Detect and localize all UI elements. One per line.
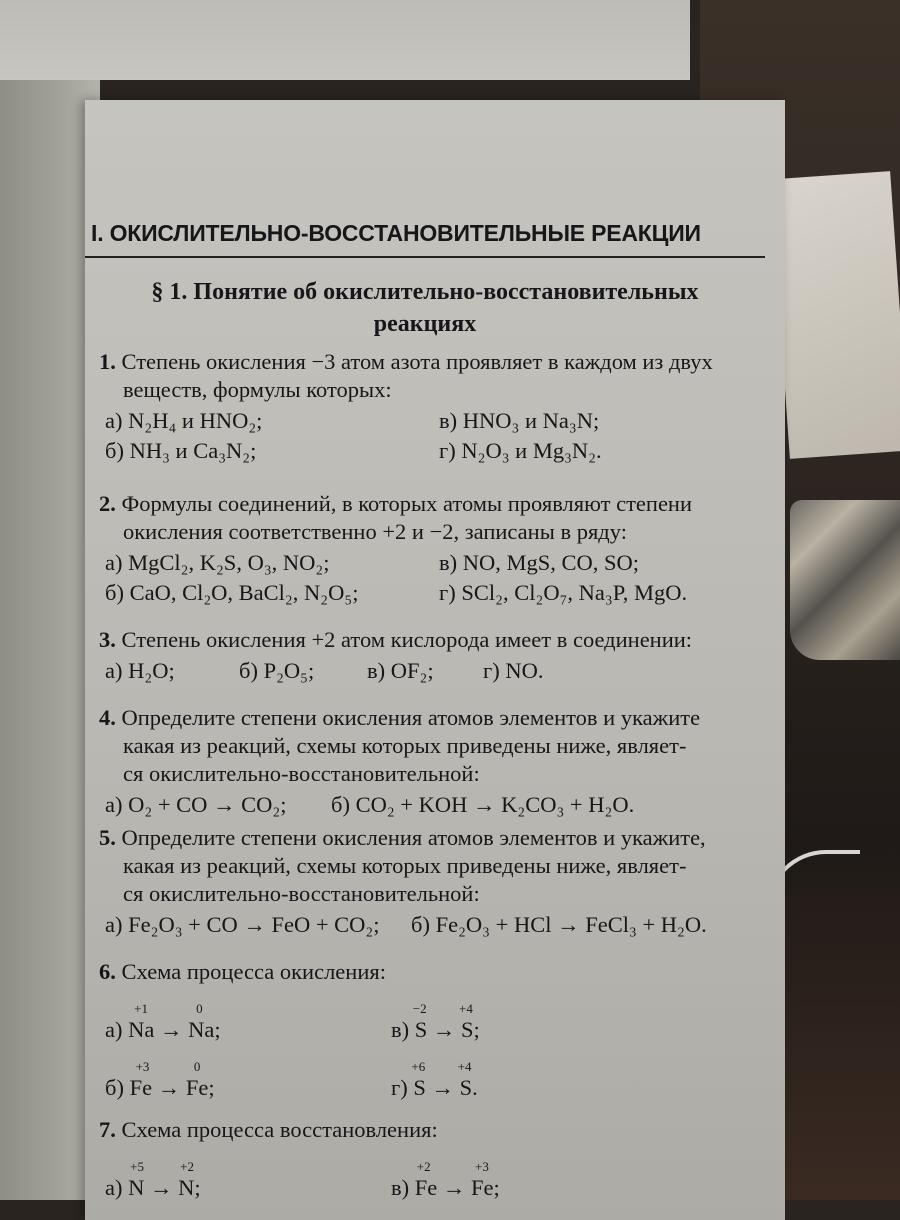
arrow-icon: →: [149, 1175, 173, 1200]
question-text: какая из реакций, схемы которых приведены ниже, являет-: [123, 853, 687, 878]
answer-option-v: в) NO, MgS, CO, SO;: [439, 550, 640, 575]
question-number: 4.: [99, 705, 116, 730]
answer-option-b: б) Fe₂O₃ + HCl → FeCl₃ + H₂O.: [411, 912, 707, 937]
answer-option-g: г) N₂O₃ и Mg₃N₂.: [439, 438, 602, 463]
arrow-icon: →: [442, 1175, 466, 1200]
question-number: 1.: [99, 349, 116, 374]
question-text: Степень окисления +2 атом кислорода имеет в соединении:: [121, 627, 693, 652]
question-text: ся окислительно-восстановительной:: [123, 761, 480, 786]
question-text: какая из реакций, схемы которых приведены ниже, являет-: [123, 733, 687, 758]
question-1: [99, 348, 769, 467]
question-line: [99, 626, 769, 654]
answer-option-v: в) OF₂;: [367, 658, 434, 683]
question-6: [99, 958, 769, 1104]
answer-row: [99, 549, 769, 579]
question-3: [99, 626, 769, 687]
question-number: 7.: [99, 1117, 116, 1142]
question-5: [99, 824, 769, 941]
question-line: [99, 704, 769, 732]
question-2: [99, 490, 769, 609]
answer-row: [99, 911, 769, 941]
answer-row: [99, 437, 769, 467]
question-number: 2.: [99, 491, 116, 516]
section-title-line: § 1. Понятие об окислительно-восстановительных: [151, 279, 699, 305]
question-text: Формулы соединений, в которых атомы проявляют степени: [121, 491, 693, 516]
background-paper-note: [770, 171, 900, 459]
arrow-icon: →: [159, 1017, 183, 1042]
answer-option-b: б) CaO, Cl₂O, BaCl₂, N₂O₅;: [105, 580, 359, 605]
answer-row: [99, 657, 769, 687]
answer-option-b: б) NH₃ и Ca₃N₂;: [105, 438, 257, 463]
question-line: [99, 824, 769, 852]
answer-row: [99, 407, 769, 437]
question-line: [99, 348, 769, 376]
answer-row: [99, 579, 769, 609]
answer-option-g: г) +6 S → +4 S.: [391, 1059, 478, 1100]
section-title: [105, 276, 745, 340]
question-text: окисления соответственно +2 и −2, записаны в ряду:: [123, 519, 627, 544]
answer-option-g: г) SCl₂, Cl₂O₇, Na₃P, MgO.: [439, 580, 688, 605]
chapter-title: I. ОКИСЛИТЕЛЬНО-ВОССТАНОВИТЕЛЬНЫЕ РЕАКЦИИ: [91, 220, 701, 246]
arrow-icon: →: [157, 1075, 181, 1100]
question-number: 3.: [99, 627, 116, 652]
question-line: [99, 958, 769, 986]
question-text: Определите степени окисления атомов элементов и укажите: [121, 705, 701, 730]
answer-option-v: в) +2 Fe → +3 Fe;: [391, 1159, 500, 1200]
background-top: [0, 0, 690, 80]
answer-option-a: а) O₂ + CO → CO₂;: [105, 792, 287, 817]
arrow-icon: →: [432, 1017, 456, 1042]
answer-option-g: г) NO.: [483, 658, 544, 683]
answer-row: [99, 1059, 769, 1104]
answer-option-a: а) MgCl₂, K₂S, O₃, NO₂;: [105, 550, 330, 575]
arrow-icon: →: [431, 1075, 454, 1100]
answer-option-b: б) +3 Fe → 0 Fe;: [105, 1059, 215, 1100]
chapter-divider: [85, 256, 765, 258]
answer-option-v: в) HNO₃ и Na₃N;: [439, 408, 600, 433]
question-4: [99, 704, 769, 821]
question-number: 5.: [99, 825, 116, 850]
answer-option-v: в) −2 S → +4 S;: [391, 1001, 480, 1042]
answer-option-b: б) CO₂ + KOH → K₂CO₃ + H₂O.: [331, 792, 635, 817]
answer-option-a: а) Fe₂O₃ + CO → FeO + CO₂;: [105, 912, 380, 937]
question-7: [99, 1116, 769, 1204]
question-text: Схема процесса окисления:: [121, 959, 386, 984]
question-line: [99, 1116, 769, 1144]
answer-option-b: б) P₂O₅;: [239, 658, 315, 683]
answer-option-a: а) N₂H₄ и HNO₂;: [105, 408, 263, 433]
section-title-line: реакциях: [373, 311, 477, 337]
answer-option-a: а) H₂O;: [105, 658, 175, 683]
book-page: [85, 100, 785, 1220]
question-text: ся окислительно-восстановительной:: [123, 881, 480, 906]
answer-row: [99, 1001, 769, 1046]
question-text: веществ, формулы которых:: [123, 377, 392, 402]
answer-row: [99, 791, 769, 821]
question-text: Схема процесса восстановления:: [121, 1117, 438, 1142]
answer-option-a: а) +1 Na → 0 Na;: [105, 1001, 221, 1042]
question-number: 6.: [99, 959, 116, 984]
question-line: [99, 490, 769, 518]
question-text: Степень окисления −3 атом азота проявляет в каждом из двух: [121, 349, 713, 374]
background-foil-wrapper: [790, 500, 900, 660]
answer-option-a: а) +5 N → +2 N;: [105, 1159, 201, 1200]
question-text: Определите степени окисления атомов элементов и укажите,: [121, 825, 706, 850]
